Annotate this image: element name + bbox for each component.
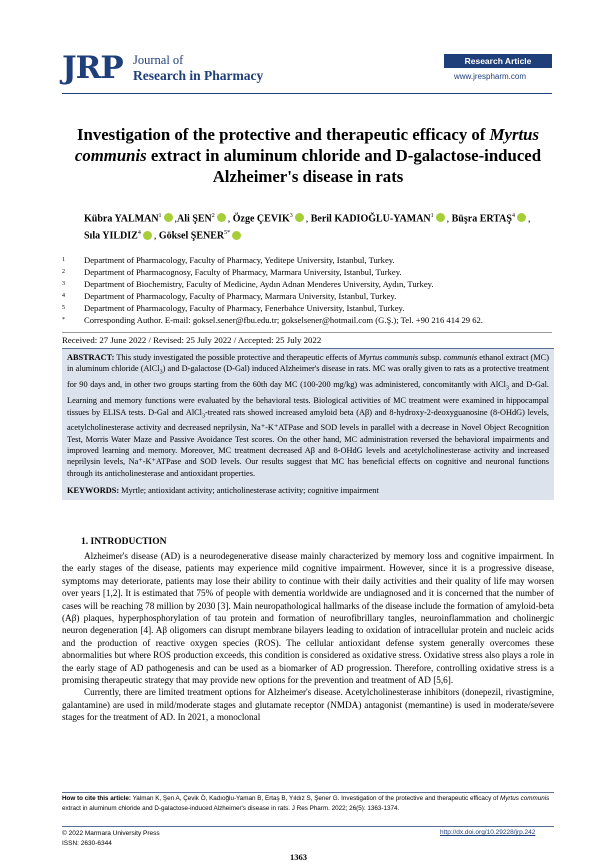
corresponding-author [62,314,557,326]
title-text-1: Investigation of the protective and therapeutic efficacy of [76,125,490,144]
affiliation-item [62,290,557,302]
abstract-sub: 3 [201,413,205,420]
affiliation-number: 4 [62,293,65,299]
author-name: Büşra ERTAŞ [451,213,512,225]
orcid-icon[interactable] [295,213,304,222]
author-sup: 1 [158,213,162,219]
article-type-badge: Research Article [444,54,552,68]
author-sup: 4 [511,213,515,219]
author-name: Özge ÇEVIK [232,213,290,225]
affiliation-item [62,254,557,266]
doi-link[interactable]: http://dx.doi.org/10.29228/jrp.242 [440,829,536,836]
author-name: Sıla YILDIZ [84,230,138,242]
journal-name-line1: Journal of [133,53,184,67]
keywords-text: Myrtle; antioxidant activity; anticholinesterase activity; cognitive impairment [119,485,379,495]
author-sup: 4 [137,230,141,237]
orcid-icon[interactable] [517,213,526,222]
author-list: Kübra YALMAN$^1$ ,Ali ŞEN$^2$ , Özge ÇEVIK$^3$ , Beril KADIOĞLU-YAMAN$^1$ , Büşra ERTAŞ$^4$ , Sıla YILDIZ$^4$ , Göksel $ŞENER^{5*}$ [84,213,531,242]
abstract-span: ) and D-galactose (D-Gal) induced Alzheimer's disease in rats. MC was orally given to rats as a protective treatment for 90 days and, in other two groups starting from the 60th day MC (100-200 mg/kg) was administered, concomitantly with AlCl [67,364,549,390]
title-text-2: extract in aluminum chloride and D-galactose-induced Alzheimer's disease in rats [146,146,542,186]
abstract-box [62,348,554,500]
abstract-label: ABSTRACT: [67,353,115,362]
abstract-italic: communis [443,353,478,362]
title-species: Myrtus communis [74,125,540,165]
citation-text: extract in aluminum chloride and D-galactose-induced Alzheimer's disease in rats. J Res Pharm. 2022; 26(5): 1363-1374. [62,805,400,812]
author-sup: 2 [211,213,215,219]
author-sup: 3 [289,213,293,219]
paragraph: Alzheimer's disease (AD) is a neurodegenerative disease mainly characterized by memory loss and cognitive impairment. In the early stages of the disease, patients may experience mild cognitive impairment. However, since it is a progressive disease, symptoms may deteriorate, patients may lose their ability to continue with their daily activities and their quality of life may worsen over years [1,2]. It is estimated that 75% of people with dementia worldwide are undiagnosed and it is concerned that the number of cases will be reaching 78 million by 2030 [3]. Main neuropathological hallmarks of the disease include the formation of amyloid-beta (Aβ) plaques, hyperphosphorylation of tau protein and formation of neurofibrillary tangles, neuroinflammation and cholinergic neuron degeneration [4]. Aβ oligomers can disrupt membrane bilayers leading to oxidation of intracellular protein and nucleic acids and the production of reactive oxygen species (ROS). The cellular antioxidant defense system generally overcomes these abnormalities but where ROS production exceeds, this condition is considered as oxidative stress. Oxidative stress also plays a role in the early stage of AD pathogenesis and can be used as a biomarker of AD progression. Therefore, controlling oxidative stress is a promising therapeutic strategy that may provide new options for the prevention and treatment of AD [5,6]. [62,551,554,686]
orcid-icon[interactable] [164,213,173,222]
author-sup: 5* [224,230,231,237]
author-sup: 1 [430,213,434,219]
author-name: Beril KADIOĞLU-YAMAN [310,213,431,225]
citation-label: How to cite this article: [62,795,131,802]
orcid-icon[interactable] [232,231,241,240]
copyright: © 2022 Marmara University Press [62,830,160,837]
citation-text: Yalman K, Şen A, Çevik Ö, Kadıoğlu-Yaman B, Ertaş B, Yıldız S, Şener G. Investigation of the protective and therapeutic efficacy of [130,795,500,802]
affiliation-text: Department of Pharmacology, Faculty of Pharmacy, Marmara University, Istanbul, Turkey. [84,291,397,301]
abstract-span: This study investigated the possible protective and therapeutic effects of [114,353,359,362]
author-name: Kübra YALMAN [84,213,159,225]
citation-italic: Myrtus communis [499,795,550,802]
affiliation-item [62,302,557,314]
affiliation-text: Corresponding Author. E-mail: goksel.sener@fbu.edu.tr; gokselsener@hotmail.com (G.Ş.); Tel. +90 216 414 29 62. [84,315,483,325]
author-name: Göksel ŞENER [158,230,225,242]
affiliation-number: 1 [62,257,65,263]
affiliation-text: Department of Biochemistry, Faculty of Medicine, Aydın Adnan Menderes University, Aydın, Turkey. [84,279,434,289]
affiliation-number: * [62,317,65,323]
orcid-icon[interactable] [217,213,226,222]
header-divider [62,93,552,94]
author-name: Ali ŞEN [177,213,212,225]
section-heading: 1. INTRODUCTION [81,537,167,547]
journal-logo: JRP [62,50,123,86]
affiliation-divider [62,332,552,333]
abstract-sub: 3 [159,369,163,376]
affiliation-text: Department of Pharmacognosy, Faculty of Pharmacy, Marmara University, Istanbul, Turkey. [84,267,402,277]
orcid-icon[interactable] [436,213,445,222]
article-title [62,124,554,187]
journal-website-link[interactable]: www.jrespharm.com [454,72,527,81]
affiliation-item [62,266,557,278]
keywords-label: KEYWORDS: [67,485,120,495]
affiliation-number: 2 [62,269,65,275]
paragraph: Currently, there are limited treatment options for Alzheimer's disease. Acetylcholinesterase inhibitors (donepezil, rivastigmine, galantamine) are used in mild/moderate stages and glutamate receptor (NMDA) antagonist (memantine) is used in moderate/severe stages for the treatment of AD. In 2021, a monoclonal [62,687,554,723]
issn: ISSN: 2630-6344 [62,840,112,847]
citation-box [62,792,554,827]
affiliation-text: Department of Pharmacology, Faculty of Pharmacy, Yeditepe University, Istanbul, Turkey. [84,255,395,265]
orcid-icon[interactable] [143,231,152,240]
affiliation-number: 5 [62,305,65,311]
affiliation-number: 3 [62,281,65,287]
affiliation-item [62,278,557,290]
abstract-span: and D-Gal. Learning and memory functions were evaluated by the behavioral tests. Biological activities of MC treatment were examined in hippocampal tissues by ELISA tests. D-Gal and AlCl [67,380,550,417]
abstract-sub: 3 [505,385,509,392]
abstract-span: ethanol extract (MC) in aluminum chloride (AlCl [67,353,549,374]
affiliation-text: Department of Pharmacology, Faculty of Pharmacy, Fenerbahce University, Istanbul, Turkey. [84,303,405,313]
journal-name-line2: Research in Pharmacy [133,68,264,83]
journal-name [133,53,263,83]
article-dates: Received: 27 June 2022 / Revised: 25 July 2022 / Accepted: 25 July 2022 [62,335,322,345]
affiliation-list [62,254,557,326]
page-number: 1363 [290,852,307,862]
body-text [62,550,554,724]
abstract-span: -treated rats showed increased amyloid beta (Aβ) and 8-hydroxy-2-deoxyguanosine (8-OHdG) levels, acetylcholinesterase activity and decreased neprilysin, Na⁺-K⁺ATPase and SOD levels in parallel with a decrease in Novel Object Recognition Test, Morris Water Maze and Passive Avoidance Test scores. On the other hand, MC administration reversed the behavioral impairments and improved learning and memory. Moreover, MC treatment decreased Aβ and 8-OHdG levels and acetylcholinesterase activity and increased neprilysin levels, Na⁺-K⁺ATPase and SOD levels. Our results suggest that MC has beneficial effects on cognitive and neuronal functions through its anticholinesterase and antioxidant properties. [67,407,549,478]
keywords [67,485,549,496]
abstract-italic: Myrtus communis [358,353,419,362]
abstract-span: subsp. [418,353,444,362]
abstract-text [67,352,549,479]
footer-info [62,829,160,849]
